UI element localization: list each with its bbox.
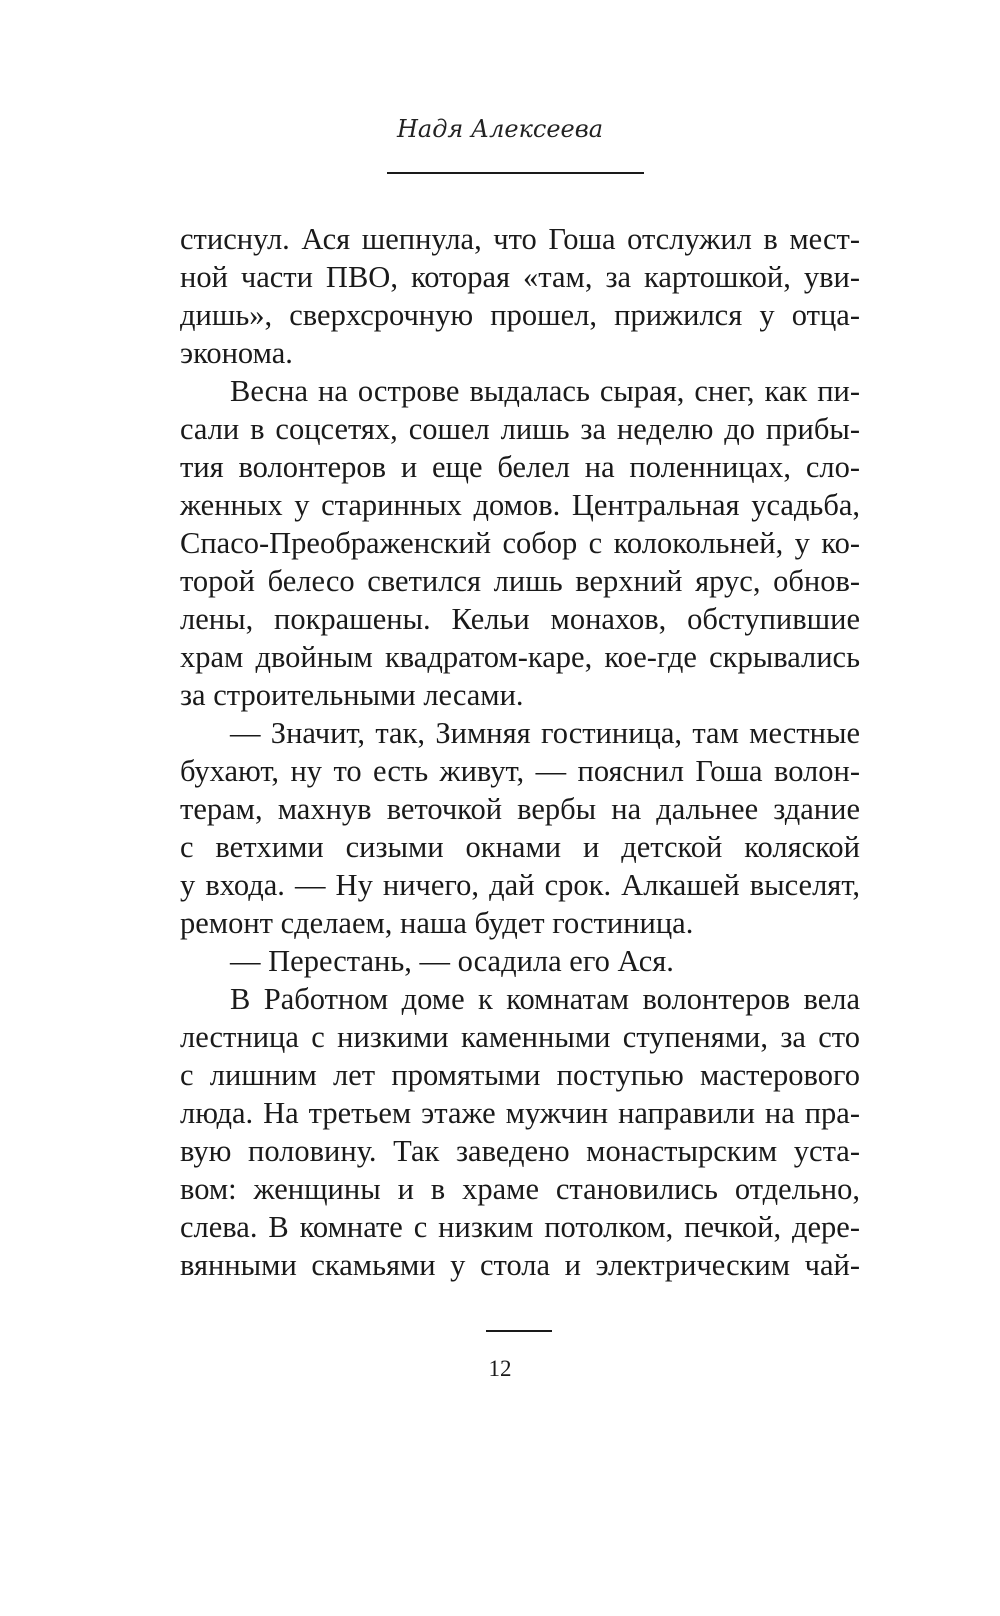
- text-line: стиснул. Ася шепнула, что Гоша отслужил в мест-: [180, 222, 860, 256]
- text-line: лены, покрашены. Кельи монахов, обступившие: [180, 602, 860, 636]
- text-line: вую половину. Так заведено монастырским уста-: [180, 1134, 860, 1168]
- text-line: Спасо-Преображенский собор с колокольней, у ко-: [180, 526, 860, 560]
- header-rule: [387, 172, 644, 174]
- text-line: дишь», сверхсрочную прошел, прижился у отца-: [180, 298, 860, 332]
- text-line: тия волонтеров и еще белел на поленницах, сло-: [180, 450, 860, 484]
- text-line: люда. На третьем этаже мужчин направили на пра-: [180, 1096, 860, 1130]
- body-text: [180, 220, 860, 1284]
- text-line: лестница с низкими каменными ступенями, за сто: [180, 1020, 860, 1054]
- text-line: В Работном доме к комнатам волонтеров вела: [230, 982, 860, 1016]
- text-line: слева. В комнате с низким потолком, печкой, дере-: [180, 1210, 860, 1244]
- text-line: за строительными лесами.: [180, 678, 524, 712]
- text-line: ной части ПВО, которая «там, за картошкой, уви-: [180, 260, 860, 294]
- text-line: — Значит, так, Зимняя гостиница, там местные: [230, 716, 860, 750]
- text-line: у входа. — Ну ничего, дай срок. Алкашей выселят,: [180, 868, 860, 902]
- text-line: эконома.: [180, 336, 293, 370]
- text-line: терам, махнув веточкой вербы на дальнее здание: [180, 792, 860, 826]
- text-line: женных у старинных домов. Центральная усадьба,: [180, 488, 860, 522]
- text-line: сали в соцсетях, сошел лишь за неделю до прибы-: [180, 412, 860, 446]
- page-number: 12: [488, 1356, 512, 1381]
- text-line: торой белесо светился лишь верхний ярус, обнов-: [180, 564, 860, 598]
- text-line: с ветхими сизыми окнами и детской коляской: [180, 830, 860, 864]
- text-line: храм двойным квадратом-каре, кое-где скрывались: [180, 640, 860, 674]
- text-line: вянными скамьями у стола и электрическим чай-: [180, 1248, 860, 1282]
- text-line: — Перестань, — осадила его Ася.: [230, 944, 674, 978]
- text-line: бухают, ну то есть живут, — пояснил Гоша волон-: [180, 754, 860, 788]
- running-head: Надя Алексеева: [396, 115, 604, 143]
- text-line: ремонт сделаем, наша будет гостиница.: [180, 906, 694, 940]
- text-line: Весна на острове выдалась сырая, снег, как пи-: [230, 374, 860, 408]
- text-line: вом: женщины и в храме становились отдельно,: [180, 1172, 860, 1206]
- text-line: с лишним лет промятыми поступью мастерового: [180, 1058, 860, 1092]
- footer-rule: [486, 1330, 552, 1332]
